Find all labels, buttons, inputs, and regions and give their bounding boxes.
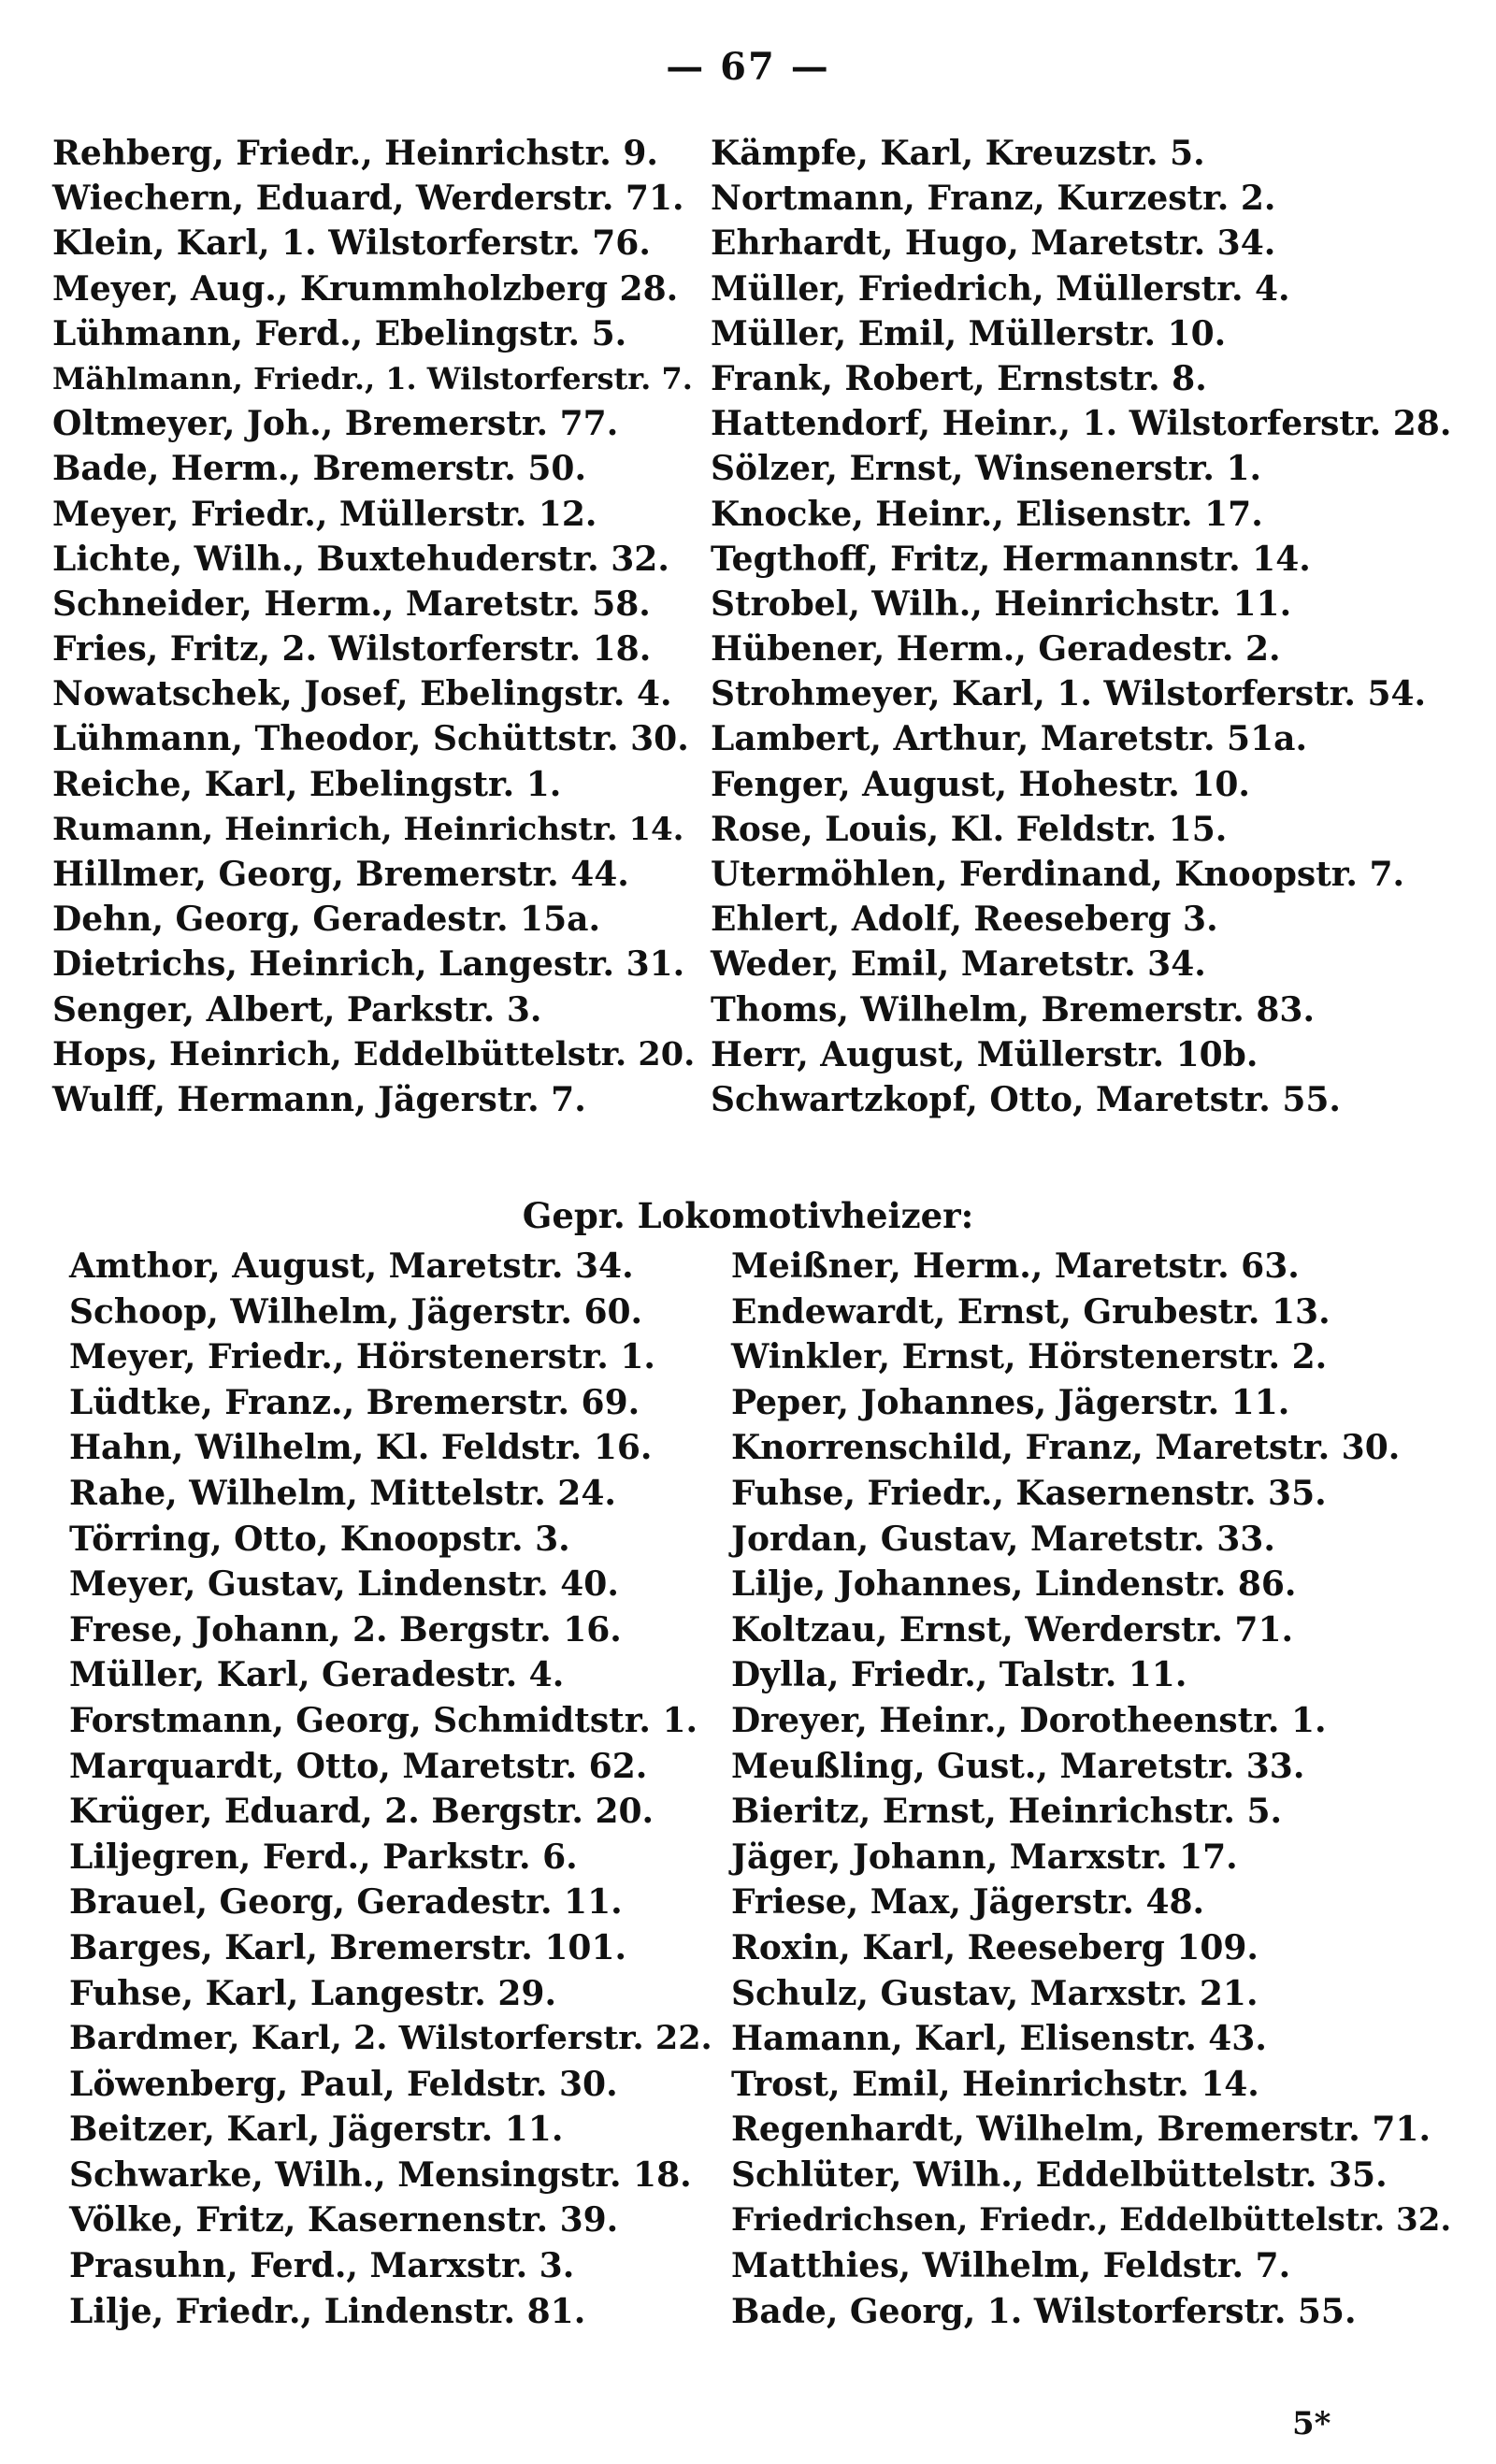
directory-row bbox=[0, 897, 1496, 942]
directory-row bbox=[0, 1334, 1496, 1380]
directory-row bbox=[0, 131, 1496, 176]
directory-row bbox=[0, 311, 1496, 356]
directory-row bbox=[0, 401, 1496, 446]
entry-left: Lilje, Friedr., Lindenstr. 81. bbox=[69, 2291, 586, 2331]
entry-right: Ehlert, Adolf, Reeseberg 3. bbox=[711, 900, 1218, 940]
entry-right: Strohmeyer, Karl, 1. Wilstorferstr. 54. bbox=[711, 674, 1427, 714]
entry-left: Wulff, Hermann, Jägerstr. 7. bbox=[52, 1079, 586, 1119]
directory-row bbox=[0, 221, 1496, 266]
entry-right: Lambert, Arthur, Maretstr. 51a. bbox=[711, 719, 1308, 759]
directory-row bbox=[0, 1471, 1496, 1517]
entry-right: Utermöhlen, Ferdinand, Knoopstr. 7. bbox=[711, 855, 1405, 894]
directory-row bbox=[0, 987, 1496, 1032]
entry-right: Friedrichsen, Friedr., Eddelbüttelstr. 32. bbox=[731, 2201, 1452, 2240]
entry-right: Peper, Johannes, Jägerstr. 11. bbox=[731, 1382, 1290, 1422]
entry-left: Lühmann, Ferd., Ebelingstr. 5. bbox=[52, 313, 627, 353]
entry-left: Amthor, August, Maretstr. 34. bbox=[69, 1246, 634, 1286]
entry-left: Müller, Karl, Geradestr. 4. bbox=[69, 1655, 565, 1695]
entry-right: Schwartzkopf, Otto, Maretstr. 55. bbox=[711, 1079, 1341, 1119]
entry-left: Rahe, Wilhelm, Mittelstr. 24. bbox=[69, 1473, 616, 1513]
directory-row bbox=[0, 1880, 1496, 1925]
entry-left: Meyer, Friedr., Müllerstr. 12. bbox=[52, 494, 597, 534]
entry-left: Marquardt, Otto, Maretstr. 62. bbox=[69, 1746, 648, 1786]
directory-row bbox=[0, 627, 1496, 671]
directory-row bbox=[0, 2153, 1496, 2198]
entry-left: Hillmer, Georg, Bremerstr. 44. bbox=[52, 855, 629, 894]
entry-right: Müller, Emil, Müllerstr. 10. bbox=[711, 313, 1227, 353]
entry-left: Völke, Fritz, Kasernenstr. 39. bbox=[69, 2200, 619, 2241]
entry-left: Dehn, Georg, Geradestr. 15a. bbox=[52, 900, 601, 940]
entry-left: Brauel, Georg, Geradestr. 11. bbox=[69, 1882, 623, 1923]
directory-row bbox=[0, 1835, 1496, 1880]
directory-row bbox=[0, 2016, 1496, 2062]
entry-right: Trost, Emil, Heinrichstr. 14. bbox=[731, 2064, 1259, 2104]
entry-left: Bade, Herm., Bremerstr. 50. bbox=[52, 449, 586, 489]
entry-left: Reiche, Karl, Ebelingstr. 1. bbox=[52, 764, 562, 804]
directory-row bbox=[0, 716, 1496, 761]
directory-row bbox=[0, 356, 1496, 401]
entry-left: Meyer, Gustav, Lindenstr. 40. bbox=[69, 1564, 619, 1605]
entry-right: Winkler, Ernst, Hörstenerstr. 2. bbox=[731, 1337, 1328, 1377]
entry-left: Schneider, Herm., Maretstr. 58. bbox=[52, 584, 651, 624]
entry-right: Lilje, Johannes, Lindenstr. 86. bbox=[731, 1564, 1297, 1605]
entry-right: Hübener, Herm., Geradestr. 2. bbox=[711, 629, 1281, 670]
section-heading: Gepr. Lokomotivheizer: bbox=[522, 1195, 974, 1236]
entry-left: Barges, Karl, Bremerstr. 101. bbox=[69, 1927, 627, 1967]
entry-left: Oltmeyer, Joh., Bremerstr. 77. bbox=[52, 404, 619, 444]
entry-right: Friese, Max, Jägerstr. 48. bbox=[731, 1882, 1205, 1923]
entry-right: Herr, August, Müllerstr. 10b. bbox=[711, 1034, 1259, 1074]
entry-left: Klein, Karl, 1. Wilstorferstr. 76. bbox=[52, 223, 651, 264]
directory-row bbox=[0, 1562, 1496, 1607]
entry-left: Lüdtke, Franz., Bremerstr. 69. bbox=[69, 1382, 640, 1422]
entry-right: Meißner, Herm., Maretstr. 63. bbox=[731, 1246, 1300, 1286]
directory-row bbox=[0, 1425, 1496, 1471]
entry-right: Weder, Emil, Maretstr. 34. bbox=[711, 944, 1206, 985]
directory-row bbox=[0, 1652, 1496, 1698]
directory-row bbox=[0, 2243, 1496, 2289]
entry-right: Knocke, Heinr., Elisenstr. 17. bbox=[711, 494, 1263, 534]
directory-row bbox=[0, 1290, 1496, 1335]
entry-left: Meyer, Aug., Krummholzberg 28. bbox=[52, 268, 679, 309]
entry-right: Regenhardt, Wilhelm, Bremerstr. 71. bbox=[731, 2110, 1431, 2150]
entry-right: Thoms, Wilhelm, Bremerstr. 83. bbox=[711, 989, 1315, 1030]
entry-right: Knorrenschild, Franz, Maretstr. 30. bbox=[731, 1428, 1401, 1468]
entry-right: Kämpfe, Karl, Kreuzstr. 5. bbox=[711, 134, 1205, 173]
entry-left: Hahn, Wilhelm, Kl. Feldstr. 16. bbox=[69, 1428, 653, 1468]
entry-left: Rumann, Heinrich, Heinrichstr. 14. bbox=[52, 810, 684, 848]
entry-left: Nowatschek, Josef, Ebelingstr. 4. bbox=[52, 674, 672, 714]
directory-row bbox=[0, 492, 1496, 537]
entry-left: Prasuhn, Ferd., Marxstr. 3. bbox=[69, 2246, 575, 2286]
directory-row bbox=[0, 446, 1496, 491]
entry-left: Rehberg, Friedr., Heinrichstr. 9. bbox=[52, 134, 658, 173]
entry-left: Frese, Johann, 2. Bergstr. 16. bbox=[69, 1609, 622, 1650]
directory-row bbox=[0, 2197, 1496, 2243]
entry-right: Frank, Robert, Ernststr. 8. bbox=[711, 358, 1207, 398]
entry-right: Dylla, Friedr., Talstr. 11. bbox=[731, 1655, 1187, 1695]
entry-left: Hops, Heinrich, Eddelbüttelstr. 20. bbox=[52, 1034, 696, 1073]
entry-right: Fuhse, Friedr., Kasernenstr. 35. bbox=[731, 1473, 1327, 1513]
directory-row bbox=[0, 537, 1496, 582]
directory-row bbox=[0, 1789, 1496, 1835]
directory-row bbox=[0, 267, 1496, 311]
directory-row bbox=[0, 1971, 1496, 2017]
directory-row bbox=[0, 807, 1496, 852]
directory-row bbox=[0, 1744, 1496, 1790]
directory-row bbox=[0, 1698, 1496, 1744]
entry-left: Fries, Fritz, 2. Wilstorferstr. 18. bbox=[52, 629, 652, 670]
directory-row bbox=[0, 1607, 1496, 1653]
entry-right: Matthies, Wilhelm, Feldstr. 7. bbox=[731, 2246, 1291, 2286]
entry-right: Müller, Friedrich, Müllerstr. 4. bbox=[711, 268, 1290, 309]
directory-row bbox=[0, 1925, 1496, 1971]
entry-left: Törring, Otto, Knoopstr. 3. bbox=[69, 1519, 570, 1559]
directory-row bbox=[0, 1032, 1496, 1077]
entry-right: Jordan, Gustav, Maretstr. 33. bbox=[731, 1519, 1275, 1559]
entry-left: Schwarke, Wilh., Mensingstr. 18. bbox=[69, 2154, 692, 2195]
entry-left: Beitzer, Karl, Jägerstr. 11. bbox=[69, 2110, 564, 2150]
entry-right: Rose, Louis, Kl. Feldstr. 15. bbox=[711, 809, 1228, 849]
entry-left: Forstmann, Georg, Schmidtstr. 1. bbox=[69, 1700, 698, 1740]
entry-left: Liljegren, Ferd., Parkstr. 6. bbox=[69, 1837, 578, 1877]
directory-row bbox=[0, 2107, 1496, 2153]
entry-right: Meußling, Gust., Maretstr. 33. bbox=[731, 1746, 1305, 1786]
entry-left: Krüger, Eduard, 2. Bergstr. 20. bbox=[69, 1792, 654, 1832]
directory-row bbox=[0, 176, 1496, 221]
directory-section-b bbox=[0, 1244, 1496, 2334]
entry-left: Lichte, Wilh., Buxtehuderstr. 32. bbox=[52, 539, 669, 579]
entry-left: Fuhse, Karl, Langestr. 29. bbox=[69, 1973, 556, 2013]
entry-right: Koltzau, Ernst, Werderstr. 71. bbox=[731, 1609, 1294, 1650]
entry-left: Senger, Albert, Parkstr. 3. bbox=[52, 989, 542, 1030]
entry-right: Strobel, Wilh., Heinrichstr. 11. bbox=[711, 584, 1292, 624]
directory-row bbox=[0, 1517, 1496, 1563]
entry-left: Löwenberg, Paul, Feldstr. 30. bbox=[69, 2064, 618, 2104]
directory-row bbox=[0, 671, 1496, 716]
entry-right: Fenger, August, Hohestr. 10. bbox=[711, 764, 1250, 804]
directory-row bbox=[0, 2289, 1496, 2335]
entry-right: Jäger, Johann, Marxstr. 17. bbox=[731, 1837, 1238, 1877]
entry-right: Bieritz, Ernst, Heinrichstr. 5. bbox=[731, 1792, 1283, 1832]
entry-right: Roxin, Karl, Reeseberg 109. bbox=[731, 1927, 1259, 1967]
signature-mark: 5* bbox=[1292, 2405, 1331, 2442]
page-number: — 67 — bbox=[666, 45, 830, 89]
entry-left: Schoop, Wilhelm, Jägerstr. 60. bbox=[69, 1291, 643, 1332]
directory-row bbox=[0, 582, 1496, 627]
directory-row bbox=[0, 1077, 1496, 1122]
entry-left: Dietrichs, Heinrich, Langestr. 31. bbox=[52, 944, 685, 985]
entry-right: Nortmann, Franz, Kurzestr. 2. bbox=[711, 179, 1276, 219]
entry-right: Bade, Georg, 1. Wilstorferstr. 55. bbox=[731, 2291, 1357, 2331]
directory-row bbox=[0, 762, 1496, 807]
entry-left: Lühmann, Theodor, Schüttstr. 30. bbox=[52, 719, 689, 759]
directory-row bbox=[0, 852, 1496, 897]
directory-row bbox=[0, 942, 1496, 987]
entry-right: Schulz, Gustav, Marxstr. 21. bbox=[731, 1973, 1259, 2013]
entry-right: Hattendorf, Heinr., 1. Wilstorferstr. 28. bbox=[711, 404, 1452, 444]
entry-right: Sölzer, Ernst, Winsenerstr. 1. bbox=[711, 449, 1262, 489]
entry-left: Mählmann, Friedr., 1. Wilstorferstr. 7. bbox=[52, 360, 693, 396]
entry-left: Wiechern, Eduard, Werderstr. 71. bbox=[52, 179, 684, 219]
entry-right: Hamann, Karl, Elisenstr. 43. bbox=[731, 2019, 1267, 2059]
entry-right: Ehrhardt, Hugo, Maretstr. 34. bbox=[711, 223, 1276, 264]
entry-left: Bardmer, Karl, 2. Wilstorferstr. 22. bbox=[69, 2019, 712, 2058]
entry-right: Endewardt, Ernst, Grubestr. 13. bbox=[731, 1291, 1331, 1332]
directory-row bbox=[0, 1380, 1496, 1426]
directory-section-a bbox=[0, 131, 1496, 1122]
entry-left: Meyer, Friedr., Hörstenerstr. 1. bbox=[69, 1337, 655, 1377]
entry-right: Dreyer, Heinr., Dorotheenstr. 1. bbox=[731, 1700, 1327, 1740]
directory-row bbox=[0, 1244, 1496, 1290]
directory-row bbox=[0, 2062, 1496, 2108]
entry-right: Schlüter, Wilh., Eddelbüttelstr. 35. bbox=[731, 2154, 1388, 2195]
entry-right: Tegthoff, Fritz, Hermannstr. 14. bbox=[711, 539, 1311, 579]
